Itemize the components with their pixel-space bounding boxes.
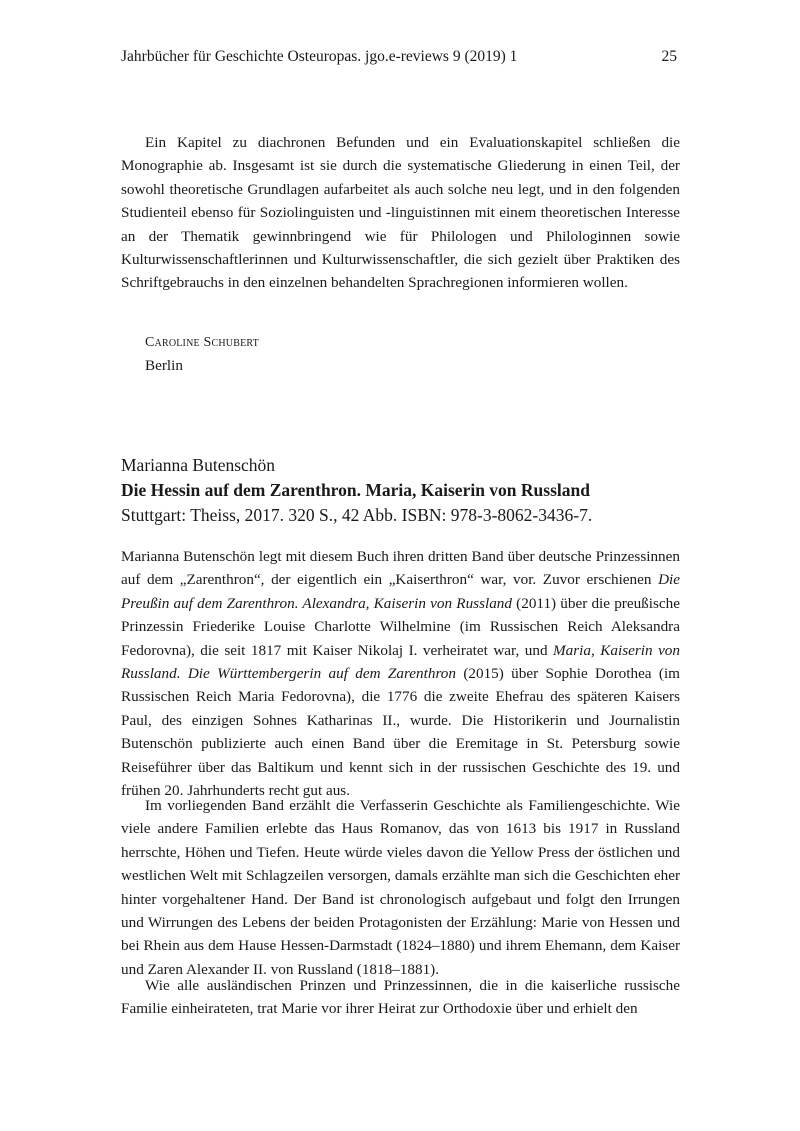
paragraph-intro-text-1: Marianna Butenschön legt mit diesem Buch ihren dritten Band über deutsche Prinzessinnen auf dem „Zarenthron“, der eigentlich ein „Kaiserthron“ war, vor. Zuvor erschienen: [121, 548, 680, 589]
cited-book-2: Maria, Kaiserin von Russland. Die Württembergerin auf dem Zarenthron: [121, 641, 680, 683]
running-header: [121, 46, 677, 68]
reviewer-city: Berlin: [145, 357, 183, 374]
cited-book-1: Die Preußin auf dem Zarenthron. Alexandra, Kaiserin von Russland: [121, 571, 680, 612]
reviewer-name: Caroline Schubert: [145, 335, 259, 350]
book-title: Die Hessin auf dem Zarenthron. Maria, Kaiserin von Russland: [121, 480, 590, 500]
paragraph-family-history: Im vorliegenden Band erzählt die Verfasserin Geschichte als Familiengeschichte. Wie viele andere Familien erlebte das Haus Romanov, das von 1613 bis 1917 in Russland herrschte, Höhen und Tiefen. Heute würde vieles davon die Yellow Press der östlichen und westlichen Welt mit Schlagzeilen versorgen, damals erzählte man sich die Geschichten eher hinter vorgehaltener Hand. Der Band ist chronologisch aufgebaut und folgt den Irrungen und Wirrungen des Lebens der beiden Protagonisten der Erzählung: Marie von Hessen und bei Rhein aus dem Hause Hessen-Darmstadt (1824–1880) und ihrem Ehemann, dem Kaiser und Zaren Alexander II. von Russland (1818–1881).: [121, 797, 680, 978]
review-bibliography: [121, 453, 681, 528]
paragraph-intro-text-2: (2011) über die preußische Prinzessin Friederike Louise Charlotte Wilhelmine (im Russischen Reich Aleksandra Fedorovna), die seit 1817 mit Kaiser Nikolaj I. verheiratet war, und: [121, 594, 680, 659]
book-publication: Stuttgart: Theiss, 2017. 320 S., 42 Abb. ISBN: 978-3-8062-3436-7.: [121, 505, 593, 525]
paragraph-conversion: Wie alle ausländischen Prinzen und Prinzessinnen, die in die kaiserliche russische Familie einheirateten, trat Marie vor ihrer Heirat zur Orthodoxie über und erhielt den: [121, 977, 680, 1018]
book-author: Marianna Butenschön: [121, 455, 276, 475]
page-number: 25: [661, 48, 677, 65]
paragraph-conclusion: Ein Kapitel zu diachronen Befunden und ein Evaluationskapitel schließen die Monographie ab. Insgesamt ist sie durch die systematische Gliederung in einen Teil, der sowohl theoretische Grundlagen aufarbeitet als auch solche neu legt, und in den folgenden Studienteil ebenso für Soziolinguisten und -linguistinnen mit einem theoretischen Interesse an der Thematik gewinnbringend wie für Philologen und Philologinnen sowie Kulturwissenschaftlerinnen und Kulturwissenschaftler, die sich gezielt über Praktiken des Schriftgebrauchs in den einzelnen behandelten Sprachregionen informieren wollen.: [121, 134, 680, 292]
journal-title: Jahrbücher für Geschichte Osteuropas. jgo.e-reviews 9 (2019) 1: [121, 48, 518, 65]
paragraph-intro: [121, 545, 680, 802]
reviewer-signature: [145, 331, 259, 377]
paragraph-intro-text-3: (2015) über Sophie Dorothea (im Russischen Reich Maria Fedorovna), die 1776 die zweite Ehefrau des späteren Kaisers Paul, des einzigen Sohnes Katharinas II., wurde. Die Historikerin und Journalistin Butenschön publizierte auch einen Band über die Eremitage in St. Petersburg sowie Reiseführer über das Baltikum und kennt sich in der russischen Geschichte des 19. und frühen 20. Jahrhunderts recht gut aus.: [121, 665, 680, 800]
